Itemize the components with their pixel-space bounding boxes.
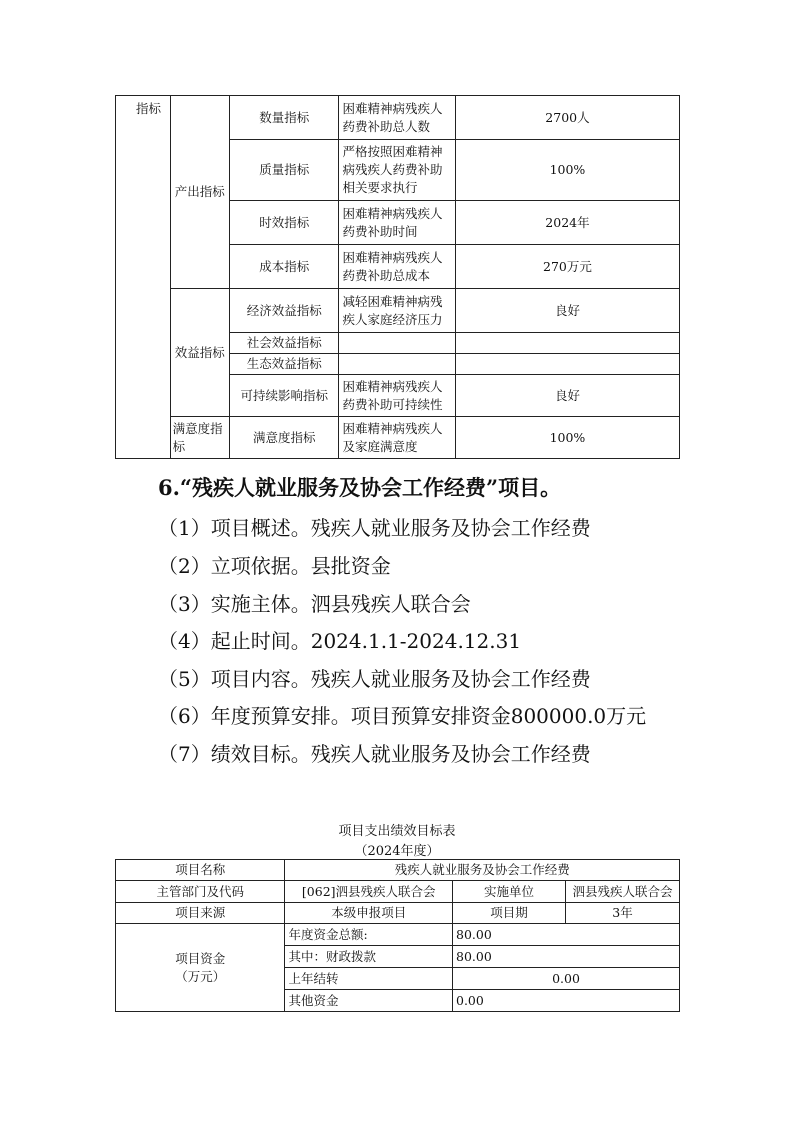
- funds-label: 项目资金: [175, 950, 226, 966]
- indicator-type: 生态效益指标: [229, 354, 339, 375]
- table-title: 项目支出绩效目标表: [338, 824, 456, 839]
- fund-label: 年度资金总额:: [285, 924, 453, 946]
- source-value: 本级申报项目: [285, 903, 453, 924]
- indicator-content: 严格按照困难精神病残疾人药费补助相关要求执行: [339, 140, 455, 201]
- section-item: （2）立项依据。县批资金: [158, 554, 391, 578]
- section-heading: 6.“残疾人就业服务及协会工作经费”项目。: [158, 475, 562, 500]
- indicator-value: 270万元: [455, 245, 679, 289]
- period-value: 3年: [565, 903, 679, 924]
- indicator-type: 可持续影响指标: [229, 375, 339, 417]
- funds-label-cell: [116, 924, 285, 1012]
- indicator-value: [455, 354, 679, 375]
- project-name: 残疾人就业服务及协会工作经费: [285, 860, 680, 881]
- fund-value: 80.00: [453, 924, 680, 946]
- section-item: （7）绩效目标。残疾人就业服务及协会工作经费: [158, 742, 591, 766]
- section-item: （5）项目内容。残疾人就业服务及协会工作经费: [158, 667, 591, 691]
- indicator-value: 2024年: [455, 201, 679, 245]
- indicator-table: [115, 95, 680, 459]
- indicator-content: [339, 354, 455, 375]
- fund-label: 上年结转: [285, 968, 453, 990]
- indicator-value: 良好: [455, 289, 679, 333]
- indicator-type: 质量指标: [229, 140, 339, 201]
- section-item: （3）实施主体。泗县残疾人联合会: [158, 592, 471, 616]
- period-label: 项目期: [453, 903, 566, 924]
- source-label: 项目来源: [116, 903, 285, 924]
- section-item: （6）年度预算安排。项目预算安排资金800000.0万元: [158, 704, 647, 728]
- section-item: （1）项目概述。残疾人就业服务及协会工作经费: [158, 516, 591, 540]
- fund-value: 0.00: [453, 990, 680, 1012]
- performance-table: [115, 859, 680, 1012]
- indicator-content: 减轻困难精神病残疾人家庭经济压力: [339, 289, 455, 333]
- output-group-cell: 产出指标: [170, 96, 229, 289]
- indicator-content: 困难精神病残疾人药费补助时间: [339, 201, 455, 245]
- unit-value: 泗县残疾人联合会: [565, 881, 679, 903]
- satisfaction-group-cell: 满意度指标: [170, 417, 229, 459]
- funds-unit: （万元）: [175, 968, 226, 984]
- indicator-value: 2700人: [455, 96, 679, 140]
- indicator-content: 困难精神病残疾人药费补助总人数: [339, 96, 455, 140]
- indicator-value: [455, 333, 679, 354]
- indicator-value: 100%: [455, 140, 679, 201]
- level1-cell: 指标: [116, 96, 171, 459]
- indicator-value: 良好: [455, 375, 679, 417]
- table-subtitle: （2024年度）: [354, 844, 440, 859]
- dept-value: [062]泗县残疾人联合会: [285, 881, 453, 903]
- fund-value: 0.00: [453, 968, 680, 990]
- indicator-content: 困难精神病残疾人药费补助可持续性: [339, 375, 455, 417]
- indicator-type: 经济效益指标: [229, 289, 339, 333]
- fund-label: 其中：财政拨款: [285, 946, 453, 968]
- indicator-value: 100%: [455, 417, 679, 459]
- project-name-label: 项目名称: [116, 860, 285, 881]
- indicator-type: 时效指标: [229, 201, 339, 245]
- fund-value: 80.00: [453, 946, 680, 968]
- dept-label: 主管部门及代码: [116, 881, 285, 903]
- fund-label: 其他资金: [285, 990, 453, 1012]
- unit-label: 实施单位: [453, 881, 566, 903]
- section-item: （4）起止时间。2024.1.1-2024.12.31: [158, 629, 522, 653]
- indicator-content: 困难精神病残疾人及家庭满意度: [339, 417, 455, 459]
- indicator-type: 社会效益指标: [229, 333, 339, 354]
- indicator-content: 困难精神病残疾人药费补助总成本: [339, 245, 455, 289]
- indicator-content: [339, 333, 455, 354]
- benefit-group-cell: 效益指标: [170, 289, 229, 417]
- indicator-type: 成本指标: [229, 245, 339, 289]
- indicator-type: 满意度指标: [229, 417, 339, 459]
- indicator-type: 数量指标: [229, 96, 339, 140]
